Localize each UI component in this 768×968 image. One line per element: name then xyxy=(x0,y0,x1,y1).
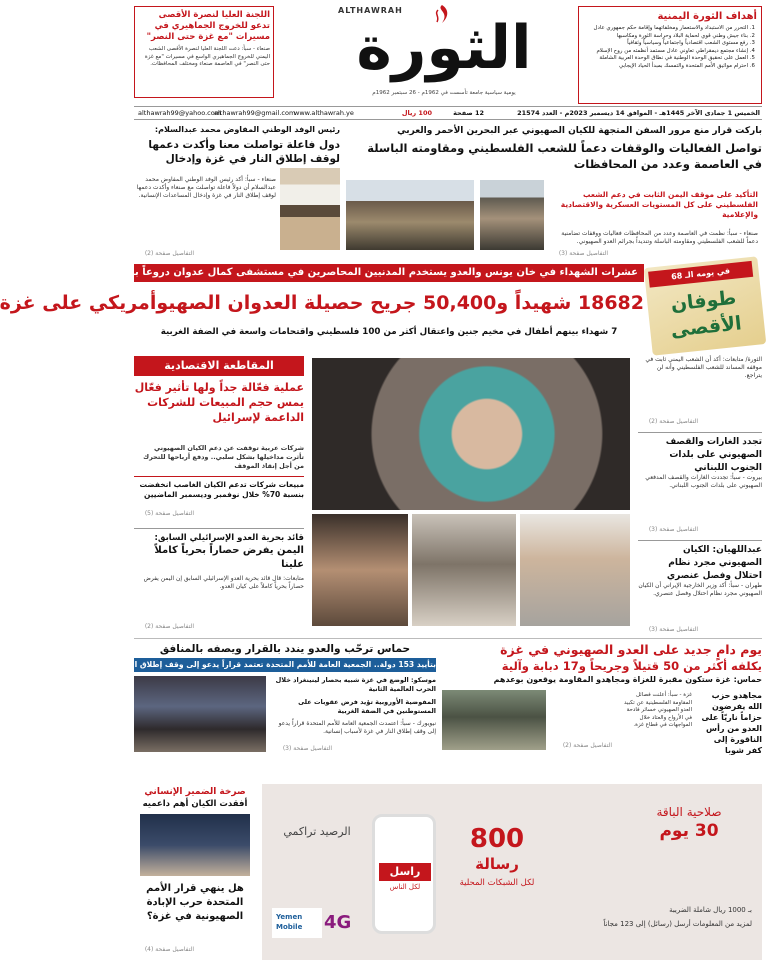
masthead-name: الثورة xyxy=(356,13,532,83)
ad-info: لمزيد من المعلومات أرسل (رسائل) إلى 123 مجاناً xyxy=(603,920,752,928)
right-col-headline-3: عبداللهيان: الكيان الصهيوني مجرد نظام احتلال وفصل عنصري xyxy=(638,540,762,580)
ad-balance: الرصيد تراكمي xyxy=(283,825,351,838)
right-col-body-2: بيروت - سبأ: تجددت الغارات والقصف المدفعي الصهيوني على بلدات الجنوب اللبناني. xyxy=(645,474,762,489)
conscience-story xyxy=(134,786,256,962)
date-bar xyxy=(134,106,762,120)
israel-navy-body: متابعات: قال قائد بحرية العدو الإسرائيلي السابق إن اليمن يفرض حصاراً بحرياً كاملاً على كيان العدو. xyxy=(143,575,304,590)
right-col-more-1[interactable]: التفاصيل صفحة (2) xyxy=(648,418,698,425)
ad-price-line: بـ 1000 ريال شاملة الضريبة xyxy=(669,906,752,914)
revolution-goal-item: 5. العمل على تحقيق الوحدة الوطنية في نطاق الوحدة العربية الشاملة xyxy=(583,55,748,63)
photo-bottom-2 xyxy=(412,514,516,626)
economic-more[interactable]: التفاصيل صفحة (5) xyxy=(144,510,194,517)
gaza-losses-headline-2: يكلفه أكثر من 50 قتيلاً وجريحاً و17 دبابة وآلية xyxy=(501,659,762,673)
story-negotiator-body: صنعاء - سبأ: أكد رئيس الوفد الوطني المفاوض محمد عبدالسلام أن دولاً فاعلة تواصلت مع صنعاء وأكدت دعمها لوقف إطلاق النار في غزة وإدخال المساعدات الإنسانية. xyxy=(136,176,276,199)
ad-phone xyxy=(372,814,436,934)
economic-item: مبيعات شركات تدعم الكيان الغاصب انخفضت بنسبة 70% خلال نوفمبر وديسمبر الماضيين xyxy=(134,476,304,504)
israel-navy-story xyxy=(134,528,304,636)
conscience-line2: أفقدت الكيان أهم داعميه xyxy=(142,799,248,809)
website[interactable]: www.althawrah.ye xyxy=(294,109,354,117)
revolution-goals-title: أهداف الثورة اليمنية xyxy=(657,11,757,22)
revolution-goal-item: 6. احترام مواثيق الأمم المتحدة والتمسك بمبدأ الحياد الإيجابي xyxy=(583,63,748,71)
leaders-photo xyxy=(140,814,250,876)
economic-boycott xyxy=(134,356,304,526)
ad-phone-text: لكل الناس xyxy=(389,883,421,891)
story-rallies-body: صنعاء - سبأ: نظمت في العاصمة وعدد من المحافظات فعاليات ووقفات تضامنية دعماً للشعب الفلسطيني ومقاومته الباسلة وتنديداً بجرائم العدو الصهيوني. xyxy=(561,230,758,245)
israel-navy-headline: اليمن يفرض حصاراً بحرياً كاملاً علينا xyxy=(154,545,304,570)
issue-date: الخميس 1 جمادى الآخر 1445هـ - الموافق 14 ديسمبر 2023م - العدد 21574 xyxy=(517,109,760,117)
gaza-losses-sub: حماس: غزة ستكون مقبرة للغزاة ومجاهدو المقاومة يوقعون بوعدهم xyxy=(493,675,762,684)
right-col-body-3: طهران - سبأ: أكد وزير الخارجية الإيراني أن الكيان الصهيوني مجرد نظام احتلال وفصل عنصري. xyxy=(638,582,762,597)
banner-main-headline: 18682 شهيداً و50,400 جريح حصيلة العدوان الصهيوأمريكي على غزة xyxy=(0,292,644,314)
injured-child-photo xyxy=(312,358,630,510)
email-yahoo[interactable]: althawrah99@yahoo.com xyxy=(138,109,222,117)
un-story-small-2: المفوضية الأوروبية تؤيد فرض عقوبات على المستوطنين في الضفة الغربية xyxy=(298,698,436,715)
story-rallies-sub: التأكيد على موقف اليمن الثابت في دعم الشعب الفلسطيني على كل المستويات العسكرية والاقتصادية والإعلامية xyxy=(560,189,758,219)
masthead xyxy=(328,4,560,100)
negotiator-photo xyxy=(280,168,340,250)
ad-message-unit: رسالة xyxy=(475,855,519,873)
un-story-body: نيويورك - سبأ: اعتمدت الجمعية العامة للأمم المتحدة قراراً يدعو إلى وقف إطلاق النار في غزة لأسباب إنسانية. xyxy=(278,720,436,735)
revolution-goal-item: 1. التحرر من الاستبداد والاستعمار ومخلفاتهما وإقامة حكم جمهوري عادل xyxy=(583,25,748,33)
un-story-small-1: موسكو: الوضع في غزة شبيه بحصار لينينغراد خلال الحرب العالمية الثانية xyxy=(275,676,436,693)
conscience-kicker: صرخة الضمير الإنساني xyxy=(144,787,246,797)
photo-bottom-1 xyxy=(312,514,408,626)
ad-validity-label: صلاحية الباقة xyxy=(656,805,722,819)
ad-message-count: 800 xyxy=(469,824,525,854)
right-col-body-1: الثورة/ متابعات: أكد أن الشعب اليمني ثابت في موقفه المساند للشعب الفلسطيني وأنه لن يتراجع. xyxy=(645,356,762,379)
story-negotiator-more[interactable]: التفاصيل صفحة (2) xyxy=(144,250,194,257)
page-count: 12 صفحة xyxy=(453,109,484,117)
email-gmail[interactable]: althawrah99@gmail.com xyxy=(214,109,296,117)
hezbollah-side: مجاهدو حزب الله يفرضون حزاماً ناريّاً على العدو من رأس الناقورة إلى كفر شوبا xyxy=(701,691,762,755)
revolution-goals-list xyxy=(583,25,757,71)
israel-navy-kicker: قائد بحرية العدو الإسرائيلي السابق: xyxy=(154,533,304,543)
economic-headline: عملية فعّالة جداً ولها تأثير فعّال يمس حجم المبيعات للشركات الداعمة لإسرائيل xyxy=(134,381,304,424)
price: 100 ريال xyxy=(401,109,432,117)
story-negotiator-kicker: رئيس الوفد الوطني المفاوض محمد عبدالسلام: xyxy=(154,125,340,134)
gaza-losses-headline: يوم دامٍ جديد على العدو الصهيوني في غزة xyxy=(500,642,762,657)
top-left-box-title: اللجنة العليا لنصرة الأقصى تدعو للخروج الجماهيري في مسيرات "مع غزة حتى النصر" xyxy=(146,10,270,42)
un-story-sub: بتأييد 153 دولة.. الجمعية العامة للأمم المتحدة تعتمد قراراً يدعو إلى وقف إطلاق النار في غزة xyxy=(134,658,436,672)
masthead-latin: ALTHAWRAH xyxy=(338,6,403,15)
gaza-losses-body: غزة - سبأ: أعلنت فصائل المقاومة الفلسطينية عن تكبيد العدو الصهيوني خسائر فادحة في الأرواح والعتاد خلال المواجهات في قطاع غزة. xyxy=(623,692,692,728)
ad-4g: 4G xyxy=(324,912,352,933)
economic-body: شركات عربية توقفت عن دعم الكيان الصهيوني تأثرت مداخيلها بشكل سلبي.. ودفع أرباحها للتحرك من أجل إنقاذ الموقف xyxy=(143,444,304,470)
strip-headline: باركت قرار منع مرور السفن المتجهة للكيان الصهيوني عبر البحرين الأحمر والعربي xyxy=(397,126,762,136)
story-rallies-headline: تواصل الفعاليات والوقفات دعماً للشعب الفلسطيني ومقاومته الباسلة في العاصمة وعدد من المحافظات xyxy=(367,141,762,171)
ad-phone-brand: راسل xyxy=(379,863,431,881)
revolution-goals-box xyxy=(578,6,762,104)
revolution-goal-item: 4. إنشاء مجتمع ديمقراطي تعاوني عادل مستمد أنظمته من روح الإسلام xyxy=(583,48,748,56)
ad-days: 30 يوم xyxy=(659,821,719,841)
story-negotiator-headline: دول فاعلة تواصلت معنا وأكدت دعمها لوقف إطلاق النار في غزة وإدخال xyxy=(148,139,340,165)
toufan-badge xyxy=(644,256,767,355)
un-resolution-story xyxy=(89,642,436,754)
revolution-goal-item: 3. رفع مستوى الشعب اقتصادياً واجتماعياً وسياسياً وثقافياً xyxy=(583,40,748,48)
ad-brand-logo: Yemen Mobile xyxy=(272,908,322,938)
gaza-losses-story xyxy=(442,642,762,754)
story-rallies-more[interactable]: التفاصيل صفحة (3) xyxy=(558,250,608,257)
right-column xyxy=(638,356,762,636)
story-negotiator xyxy=(134,124,340,260)
top-left-box-body: صنعاء - سبأ: دعت اللجنة العليا لنصرة الأقصى الشعب اليمني للخروج الجماهيري الواسع في مسيرات "مع غزة حتى النصر" في العاصمة صنعاء ومختلف المحافظات. xyxy=(144,46,270,67)
top-left-box xyxy=(134,6,274,98)
soldiers-photo xyxy=(442,690,546,750)
un-assembly-photo xyxy=(134,676,266,752)
photo-bottom-3 xyxy=(520,514,630,626)
conscience-headline: هل ينهي قرار الأمم المتحدة حرب الإبادة الصهيونية في غزة؟ xyxy=(146,883,244,922)
banner-top-line: عشرات الشهداء في خان يونس والعدو يستخدم المدنيين المحاصرين في مستشفى كمال عدوان دروعاً بشرية xyxy=(134,264,644,282)
story-rallies xyxy=(346,140,762,260)
masthead-tagline: يومية سياسية جامعة تأسست في 1962م - 26 سبتمبر 1962م xyxy=(372,90,516,96)
right-col-more-2[interactable]: التفاصيل صفحة (3) xyxy=(648,526,698,533)
gaza-losses-more[interactable]: التفاصيل صفحة (2) xyxy=(562,742,612,749)
right-col-headline-2: تجدد الغارات والقصف الصهيوني على بلدات الجنوب اللبناني xyxy=(638,432,762,472)
gaza-banner xyxy=(0,262,762,354)
toufan-badge-top: في يومه الـ 68 xyxy=(648,261,753,288)
banner-sub-headline: 7 شهداء بينهم أطفال في مخيم جنين واعتقال أكثر من 100 فلسطيني واقتحامات واسعة في الضفة الغربية xyxy=(160,327,618,337)
toufan-badge-main: طوفان الأقصى xyxy=(669,286,743,342)
israel-navy-more[interactable]: التفاصيل صفحة (2) xyxy=(144,623,194,630)
yemen-mobile-ad[interactable] xyxy=(262,784,762,960)
economic-section-label: المقاطعة الاقتصادية xyxy=(134,356,304,376)
section-divider xyxy=(134,638,762,639)
un-story-more[interactable]: التفاصيل صفحة (3) xyxy=(282,745,332,752)
ad-network: لكل الشبكات المحلية xyxy=(459,878,535,888)
un-story-headline: حماس ترحّب والعدو يندد بالقرار ويصفه بالمنافق xyxy=(159,643,411,655)
revolution-goal-item: 2. بناء جيش وطني قوي لحماية البلاد وحراسة الثورة ومكاسبها xyxy=(583,33,748,41)
right-col-more-3[interactable]: التفاصيل صفحة (3) xyxy=(648,626,698,633)
conscience-more[interactable]: التفاصيل صفحة (4) xyxy=(144,946,194,953)
